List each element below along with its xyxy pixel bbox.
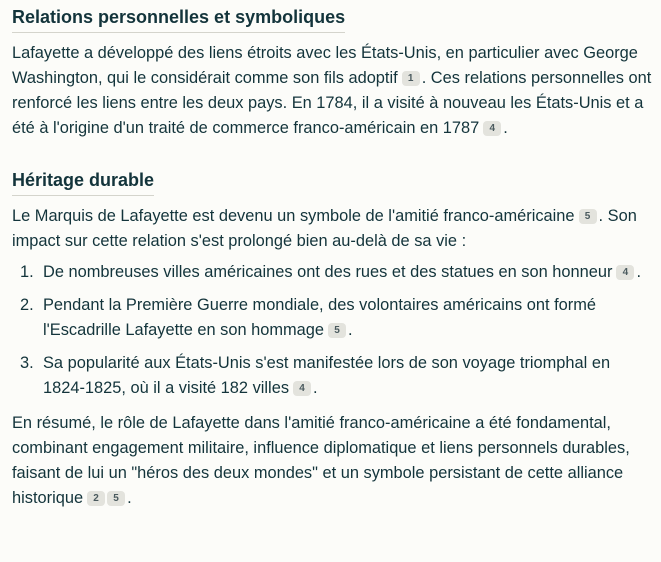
citation-badge[interactable]: 1 bbox=[402, 71, 420, 86]
paragraph-heritage bbox=[12, 204, 652, 254]
citation-badge[interactable]: 4 bbox=[616, 265, 634, 280]
list-item-text: Pendant la Première Guerre mondiale, des volontaires américains ont formé l'Escadrille Lafayette en son hommage bbox=[43, 296, 596, 339]
citation-badge[interactable]: 5 bbox=[107, 491, 125, 506]
list-item-body bbox=[43, 293, 652, 343]
paragraph-text: . Son impact sur cette relation s'est prolongé bien au-delà de sa vie : bbox=[12, 207, 637, 250]
paragraph-text: Lafayette a développé des liens étroits avec les États-Unis, en particulier avec George Washington, qui le considérait comme son fils adoptif bbox=[12, 44, 638, 87]
list-number: 2. bbox=[20, 296, 34, 314]
citation-badge[interactable]: 5 bbox=[328, 323, 346, 338]
list-item-body bbox=[43, 351, 652, 401]
list-item bbox=[12, 293, 652, 343]
section-relations bbox=[12, 2, 652, 33]
list-item-end: . bbox=[313, 379, 318, 397]
list-number: 3. bbox=[20, 354, 34, 372]
list-item bbox=[12, 260, 652, 285]
citation-badge[interactable]: 4 bbox=[293, 381, 311, 396]
citation-badge[interactable]: 5 bbox=[579, 209, 597, 224]
list-number: 1. bbox=[20, 263, 34, 281]
list-item-text: De nombreuses villes américaines ont des rues et des statues en son honneur bbox=[43, 263, 613, 281]
citation-badge[interactable]: 4 bbox=[483, 121, 501, 136]
paragraph-text: Le Marquis de Lafayette est devenu un symbole de l'amitié franco-américaine bbox=[12, 207, 575, 225]
paragraph-summary bbox=[12, 411, 652, 511]
paragraph-text: . bbox=[127, 489, 132, 507]
paragraph-text: . bbox=[503, 119, 508, 137]
list-item bbox=[12, 351, 652, 401]
citation-badge[interactable]: 2 bbox=[87, 491, 105, 506]
list-item-end: . bbox=[636, 263, 642, 281]
paragraph-text: . Ces relations personnelles ont renforcé les liens entre les deux pays. En 1784, il a visité à nouveau les États-Unis et a été à l'origine d'un traité de commerce franco-américain en 1787 bbox=[12, 69, 652, 137]
section-heading: Relations personnelles et symboliques bbox=[12, 2, 345, 33]
paragraph-text: En résumé, le rôle de Lafayette dans l'amitié franco-américaine a été fondamental, combinant engagement militaire, influence diplomatique et liens personnels durables, faisant de lui un "héros des deux mondes" et un symbole persistant de cette alliance historique bbox=[12, 414, 630, 507]
list-item-end: . bbox=[348, 321, 353, 339]
section-heritage bbox=[12, 165, 652, 196]
paragraph-relations bbox=[12, 41, 652, 141]
list-item-body bbox=[43, 260, 652, 285]
list-item-text: Sa popularité aux États-Unis s'est manifestée lors de son voyage triomphal en 1824-1825, où il a visité 182 villes bbox=[43, 354, 611, 397]
heritage-list bbox=[12, 260, 652, 401]
section-heading: Héritage durable bbox=[12, 165, 154, 196]
